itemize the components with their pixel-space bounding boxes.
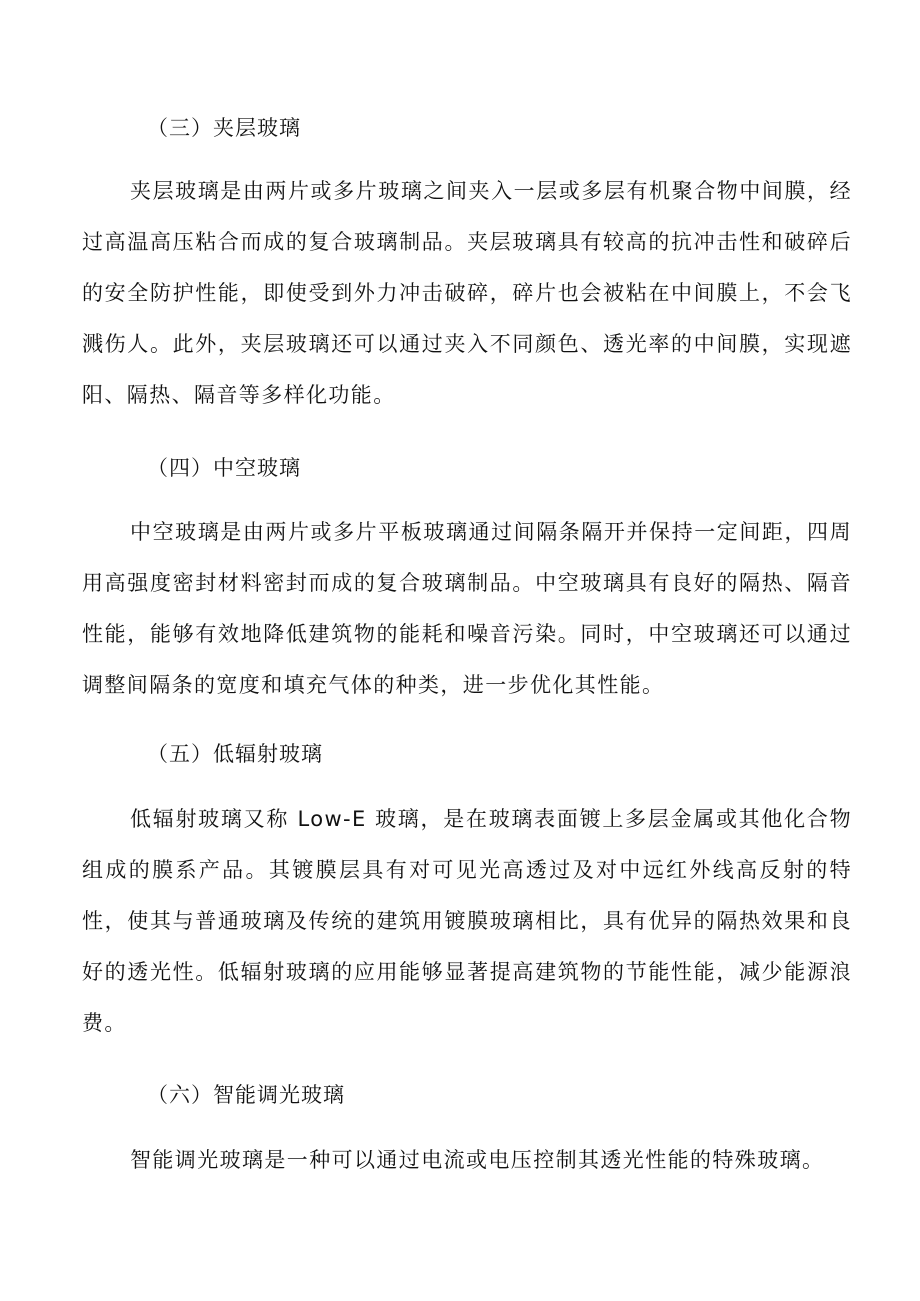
section-body-insulating-glass: 中空玻璃是由两片或多片平板玻璃通过间隔条隔开并保持一定间距，四周用高强度密封材料密封而成的复合玻璃制品。中空玻璃具有良好的隔热、隔音性能，能够有效地降低建筑物的能耗和噪音污染。同时，中空玻璃还可以通过调整间隔条的宽度和填充气体的种类，进一步优化其性能。 [82,520,852,697]
section-body-laminated-glass: 夹层玻璃是由两片或多片玻璃之间夹入一层或多层有机聚合物中间膜，经过高温高压粘合而成的复合玻璃制品。夹层玻璃具有较高的抗冲击性和破碎后的安全防护性能，即使受到外力冲击破碎，碎片也会被粘在中间膜上，不会飞溅伤人。此外，夹层玻璃还可以通过夹入不同颜色、透光率的中间膜，实现遮阳、隔热、隔音等多样化功能。 [82,179,852,407]
section-body-smart-glass: 智能调光玻璃是一种可以通过电流或电压控制其透光性能的特殊玻璃。 [130,1148,825,1172]
section-heading-laminated-glass: （三）夹层玻璃 [147,116,301,140]
section-heading-low-e-glass: （五）低辐射玻璃 [147,742,323,766]
section-heading-insulating-glass: （四）中空玻璃 [147,456,301,480]
section-heading-smart-glass: （六）智能调光玻璃 [147,1083,345,1107]
section-body-low-e-glass: 低辐射玻璃又称 Low-E 玻璃，是在玻璃表面镀上多层金属或其他化合物组成的膜系产品。其镀膜层具有对可见光高透过及对中远红外线高反射的特性，使其与普通玻璃及传统的建筑用镀膜玻璃相比，具有优异的隔热效果和良好的透光性。低辐射玻璃的应用能够显著提高建筑物的节能性能，减少能源浪费。 [82,807,852,1035]
